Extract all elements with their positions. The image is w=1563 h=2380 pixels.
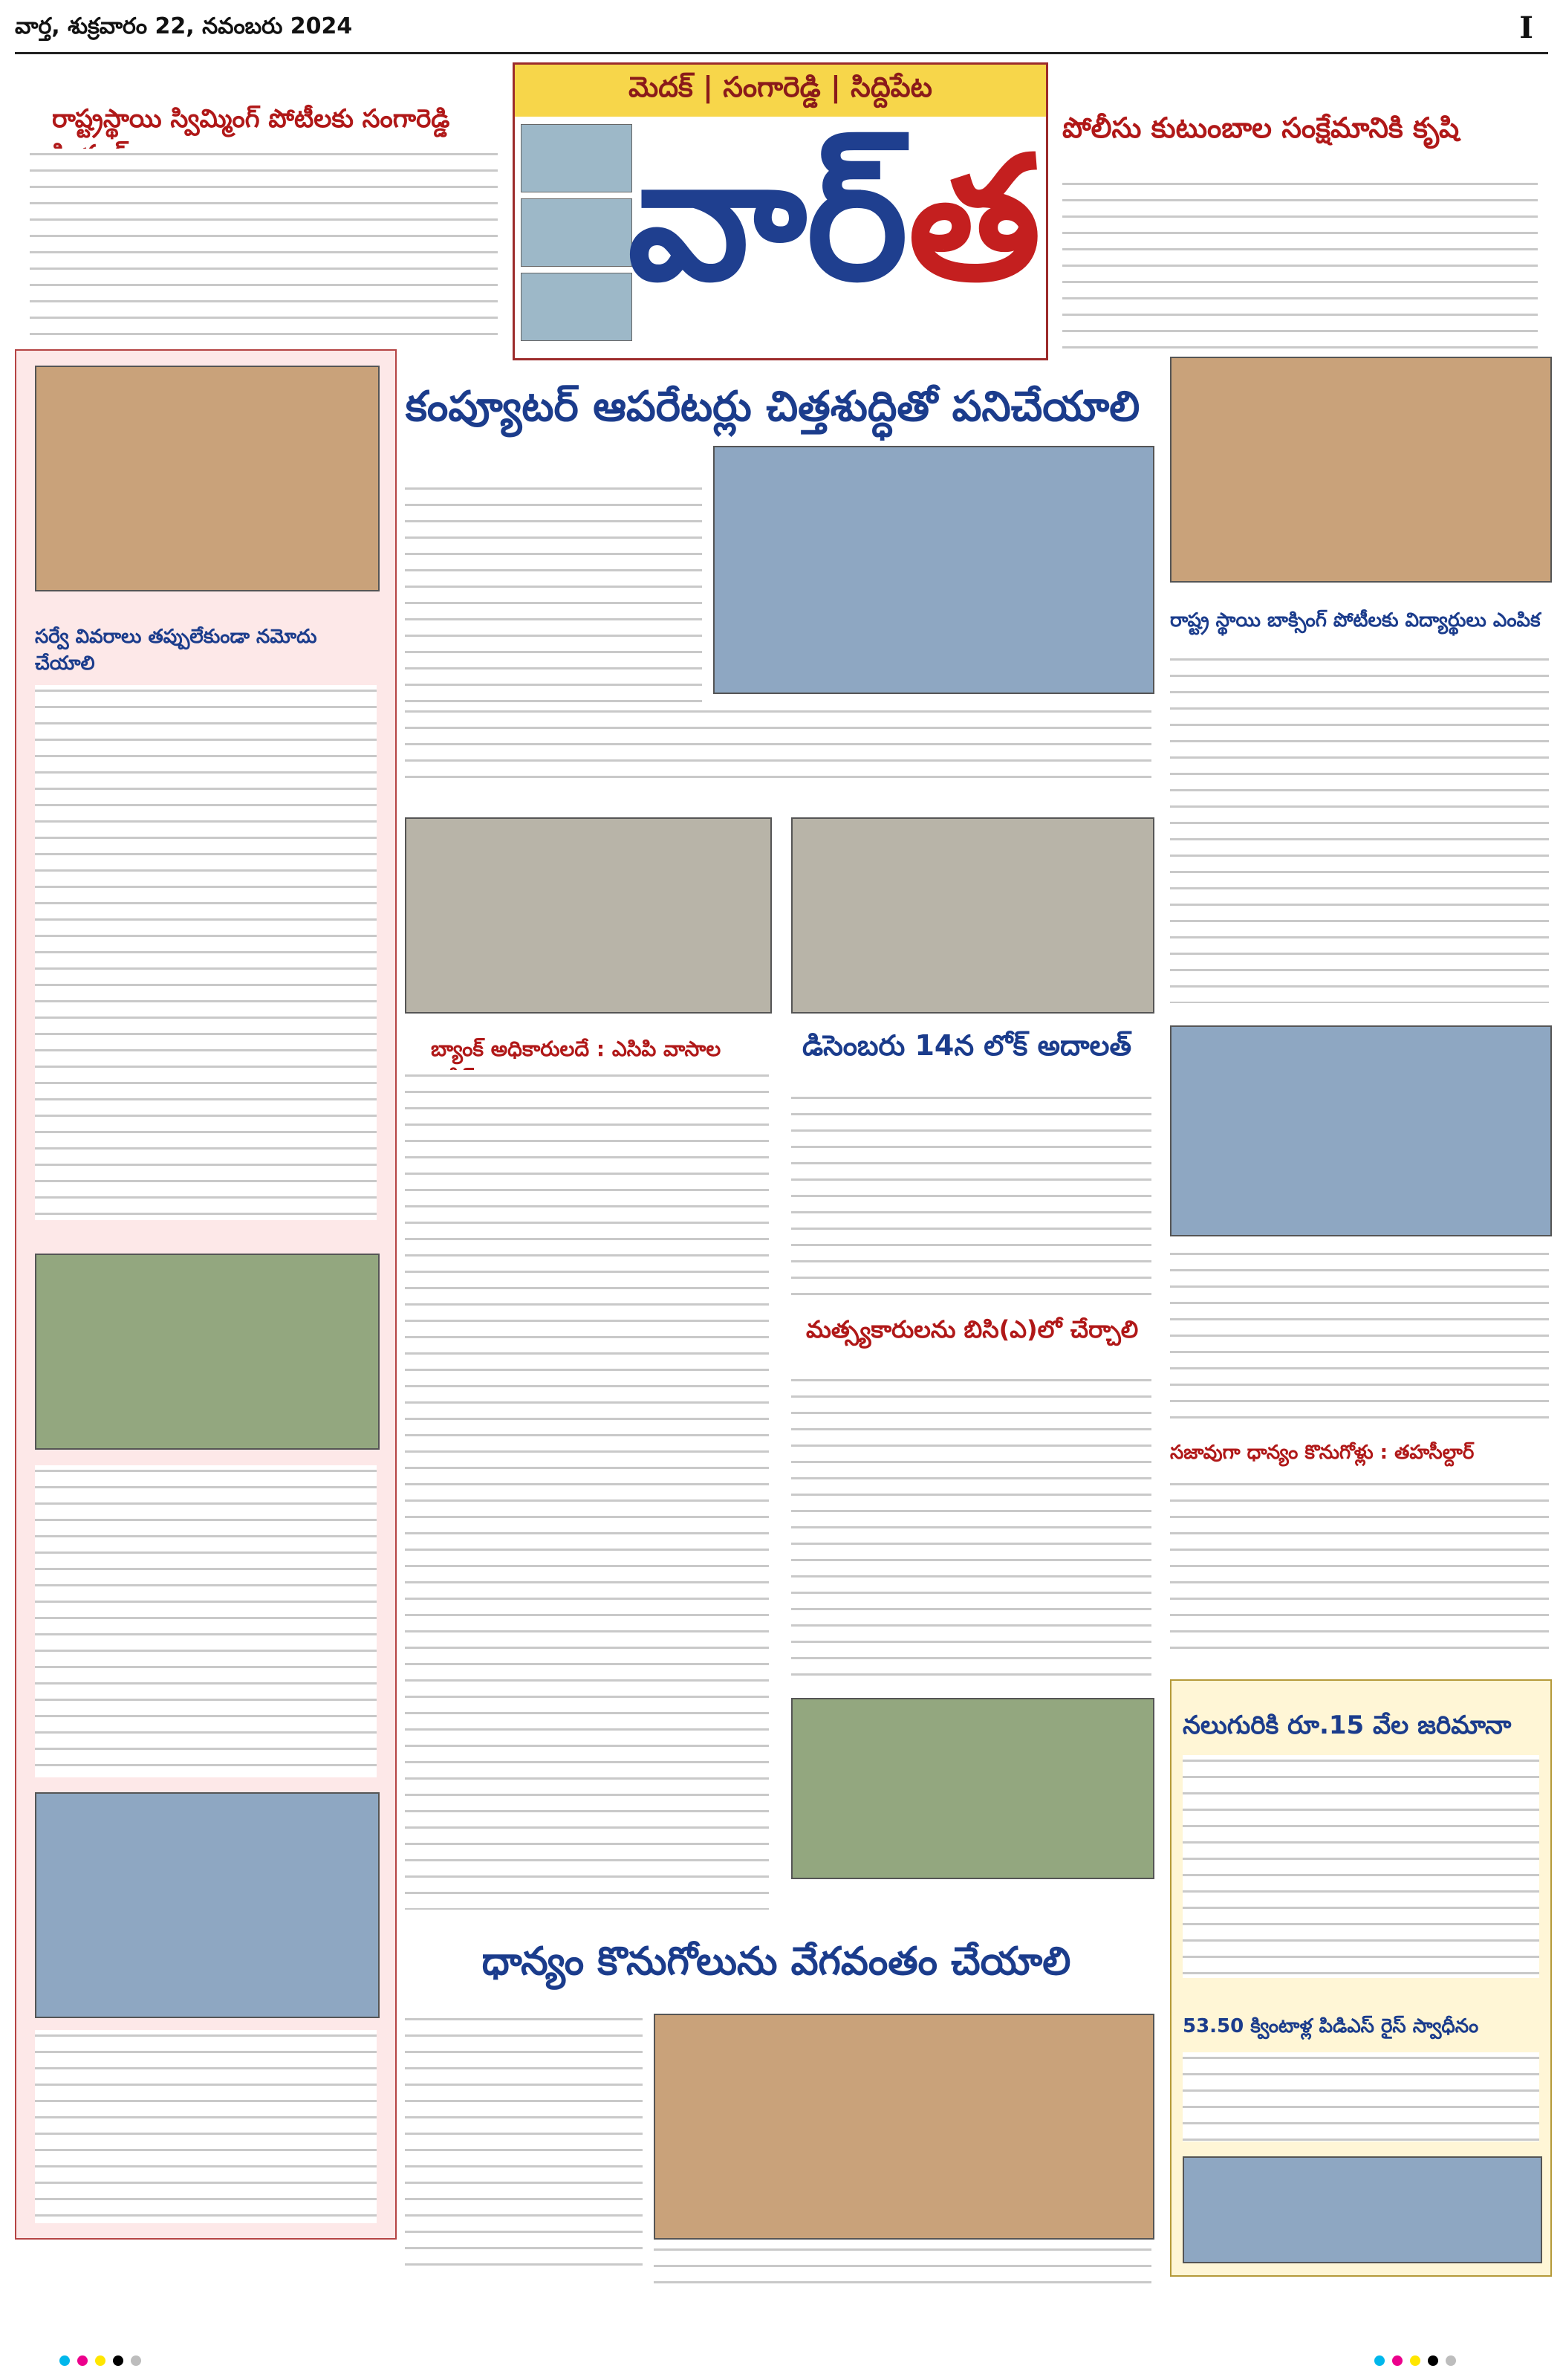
masthead-thumb xyxy=(521,273,632,341)
registration-dot xyxy=(113,2355,123,2366)
text-body xyxy=(35,685,377,1220)
photo xyxy=(35,1254,380,1450)
photo xyxy=(791,1698,1154,1879)
text-body xyxy=(791,1375,1151,1687)
registration-dot xyxy=(95,2355,105,2366)
bank-headline: బ్యాంక్ అధికారులదే : ఎసిపి వాసాల xyxy=(431,1037,721,1061)
grain-headline: ధాన్యం కొనుగోలును వేగవంతం చేయాలి xyxy=(481,1939,1071,1984)
registration-marks-left xyxy=(59,2355,141,2366)
text-body xyxy=(1183,1755,1539,1978)
top-right-body xyxy=(1062,178,1538,349)
registration-dot xyxy=(77,2355,88,2366)
text-body xyxy=(654,2244,1151,2296)
masthead-thumb xyxy=(521,124,632,192)
registration-dot xyxy=(59,2355,70,2366)
page-number: I xyxy=(1519,10,1533,45)
photo xyxy=(791,817,1154,1014)
masthead-logo xyxy=(627,117,1042,347)
photo xyxy=(405,817,772,1014)
top-right-headline: పోలీసు కుటుంబాల సంక్షేమానికి కృషి xyxy=(1062,111,1460,144)
registration-dot xyxy=(131,2355,141,2366)
text-body xyxy=(1170,1248,1549,1427)
registration-dot xyxy=(1374,2355,1385,2366)
registration-marks-right xyxy=(1374,2355,1456,2366)
text-body xyxy=(1183,2052,1539,2141)
text-body xyxy=(1170,654,1549,1003)
boxing-headline: రాష్ట్ర స్థాయి బాక్సింగ్ పోటీలకు విద్యార్థులు ఎంపిక xyxy=(1170,609,1541,632)
photo xyxy=(654,2014,1154,2240)
main-headline: కంప్యూటర్ ఆపరేటర్లు చిత్తశుద్ధితో పనిచేయాలి xyxy=(405,383,1140,431)
rice-headline: 53.50 క్వింటాళ్ల పిడిఎస్ రైస్ స్వాధీనం xyxy=(1183,2015,1479,2037)
photo xyxy=(1170,1025,1552,1236)
photo xyxy=(1183,2156,1542,2263)
text-body xyxy=(405,2014,643,2274)
top-left-headline: రాష్ట్రస్థాయి స్విమ్మింగ్ పోటీలకు సంగారెడ్డి xyxy=(52,104,450,134)
text-body xyxy=(35,1465,377,1777)
left-column xyxy=(15,349,397,2240)
right-sidebar xyxy=(1170,1679,1552,2277)
photo-boxing xyxy=(1170,357,1552,583)
registration-dot xyxy=(1392,2355,1403,2366)
photo xyxy=(35,1792,380,2018)
fine-headline: నలుగురికి రూ.15 వేల జరిమానా xyxy=(1183,1711,1512,1740)
lok-adalat-headline: డిసెంబరు 14న లోక్ అదాలత్ xyxy=(802,1029,1132,1062)
dateline: వార్త, శుక్రవారం 22, నవంబరు 2024 xyxy=(15,13,353,39)
text-body xyxy=(791,1092,1151,1300)
photo xyxy=(35,366,380,591)
masthead-logo-blue: వార్ xyxy=(627,117,909,319)
paddy-headline: సజావుగా ధాన్యం కొనుగోళ్లు : తహసీల్దార్ xyxy=(1170,1442,1475,1464)
text-body xyxy=(35,2030,377,2223)
masthead-districts: మెదక్ | సంగారెడ్డి | సిద్దిపేట xyxy=(515,65,1046,117)
text-body xyxy=(405,706,1151,788)
masthead-thumb xyxy=(521,198,632,267)
registration-dot xyxy=(1410,2355,1420,2366)
text-body xyxy=(405,1070,769,1910)
masthead xyxy=(513,62,1048,360)
text-body xyxy=(1170,1479,1549,1657)
fishermen-headline: మత్స్యకారులను బిసి(ఎ)లో చేర్చాలి xyxy=(806,1315,1139,1343)
registration-dot xyxy=(1428,2355,1438,2366)
top-left-body xyxy=(30,149,498,349)
header-rule xyxy=(15,52,1548,54)
photo-meeting xyxy=(713,446,1154,694)
masthead-logo-red: త xyxy=(908,117,1042,319)
survey-headline: సర్వే వివరాలు తప్పులేకుండా నమోదు చేయాలి xyxy=(35,626,317,675)
masthead-thumbnails xyxy=(521,124,632,347)
registration-dot xyxy=(1446,2355,1456,2366)
